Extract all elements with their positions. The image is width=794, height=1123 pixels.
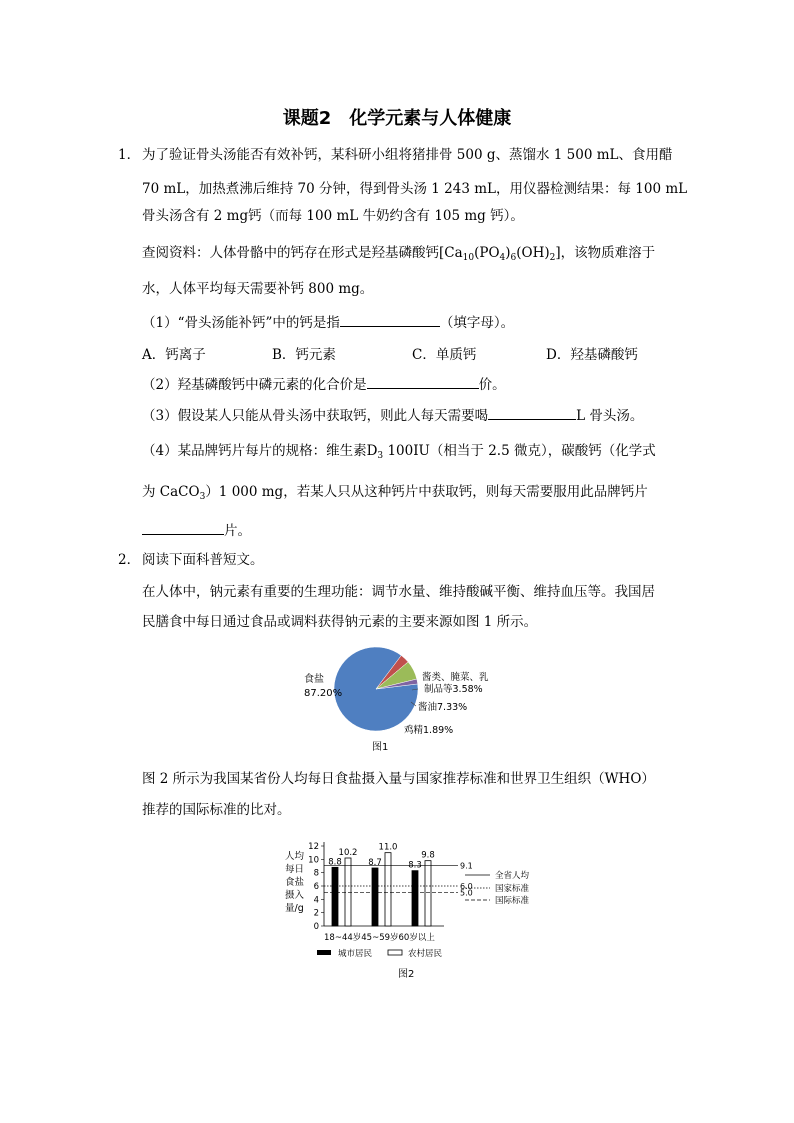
bar-y-label <box>285 850 305 914</box>
q2-number: 2． <box>118 552 141 568</box>
y-tick-label: 0 <box>313 922 319 932</box>
q1-number: 1． <box>118 147 141 163</box>
q1-line-4-a: 查阅资料：人体骨骼中的钙存在形式是羟基磷酸钙[Ca <box>142 245 463 261</box>
answer-blank-2[interactable] <box>367 374 479 389</box>
bar-rural-1 <box>385 853 391 926</box>
ylabel-3: 食盐 <box>285 877 305 888</box>
q1-sub-1 <box>142 312 514 332</box>
bar-legend-series <box>317 948 443 959</box>
bar-value-label: 11.0 <box>378 842 398 853</box>
sub-10: 10 <box>462 253 475 263</box>
bar-value-label: 8.8 <box>328 857 342 868</box>
q1-line-2: 70 mL，加热煮沸后维持 70 分钟，得到骨头汤 1 243 mL，用仪器检测结果：每 100 mL <box>142 181 688 197</box>
q1-sub-4-line-2 <box>142 483 648 506</box>
y-tick-label: 2 <box>313 908 319 919</box>
q1-sub-2 <box>142 374 506 394</box>
pie-label-salt-value: 87.20% <box>304 688 343 699</box>
q1-line-4-e: ]，该物质难溶于 <box>555 245 656 261</box>
pie-chart-figure <box>290 642 510 754</box>
y-tick-label: 12 <box>308 842 319 852</box>
q1-line-4-b: (PO <box>474 245 500 261</box>
sub-3b: 3 <box>199 492 206 502</box>
reference-value-2: 5.0 <box>460 888 473 898</box>
q1-line-1: 为了验证骨头汤能否有效补钙，某科研小组将猪排骨 500 g、蒸馏水 1 500 mL、食用醋 <box>142 147 673 163</box>
bar-rural-0 <box>345 858 351 926</box>
ylabel-1: 人均 <box>285 851 305 862</box>
legend-swatch-rural <box>388 950 402 955</box>
sub-3: 3 <box>377 451 384 461</box>
ylabel-2: 每日 <box>285 864 305 875</box>
answer-blank-3[interactable] <box>488 405 576 420</box>
q2-line-5: 推荐的国际标准的比对。 <box>142 802 291 818</box>
q1-sub-4-text: （4）某品牌钙片每片的规格：维生素D <box>142 443 378 459</box>
legend-national: 国家标准 <box>495 884 530 894</box>
y-tick-label: 4 <box>313 895 319 906</box>
q1-sub-4-cont: 100IU（相当于 2.5 微克），碳酸钙（化学式 <box>383 443 656 459</box>
q2-line-1: 阅读下面科普短文。 <box>142 552 264 568</box>
bar-rural-2 <box>425 861 431 926</box>
q1-sub-1-tail: （填字母）。 <box>439 315 515 331</box>
bar-value-label: 10.2 <box>338 848 358 858</box>
pie-slices <box>334 647 418 731</box>
ylabel-5: 量/g <box>285 903 304 914</box>
q1-sub-4-formula: 为 CaCO <box>142 484 200 500</box>
q1-sub-3-tail: L 骨头汤。 <box>576 408 644 424</box>
pie-caption: 图1 <box>372 742 389 753</box>
bar-legend-lines <box>465 870 530 906</box>
q1-sub-3 <box>142 405 643 425</box>
bar-chart-figure <box>280 832 550 982</box>
q1-sub-2-tail: 价。 <box>478 377 506 393</box>
option-c: C．单质钙 <box>412 347 477 363</box>
reference-value-1: 6.0 <box>460 882 473 891</box>
bar-value-label: 8.7 <box>368 858 382 868</box>
answer-blank-1[interactable] <box>340 312 440 327</box>
q1-line-5: 水，人体平均每天需要补钙 800 mg。 <box>142 281 374 297</box>
bar-x-categories: 18~44岁45~59岁60岁以上 <box>324 933 435 943</box>
q2-line-4: 图 2 所示为我国某省份人均每日食盐摄入量与国家推荐标准和世界卫生组织（WHO） <box>142 771 655 787</box>
answer-blank-4[interactable] <box>142 520 224 535</box>
bar-urban-1 <box>372 868 378 926</box>
reference-value-0: 9.1 <box>460 861 473 871</box>
y-tick-label: 8 <box>313 868 319 879</box>
q1-sub-3-text: （3）假设某人只能从骨头汤中获取钙，则此人每天需要喝 <box>142 408 489 424</box>
pie-label-other-2: 制品等3.58% <box>424 684 483 695</box>
q1-sub-2-text: （2）羟基磷酸钙中磷元素的化合价是 <box>142 377 367 393</box>
q1-line-4 <box>142 244 655 267</box>
bar-value-label: 9.8 <box>421 850 435 861</box>
q1-sub-1-text: （1）“骨头汤能补钙”中的钙是指 <box>142 315 340 331</box>
q1-line-4-d: (OH) <box>516 245 550 261</box>
q1-line-4-c: ) <box>505 245 511 261</box>
option-d: D．羟基磷酸钙 <box>546 347 638 363</box>
bar-ticks <box>308 842 324 932</box>
sub-4: 4 <box>499 253 506 263</box>
legend-international: 国际标准 <box>495 896 530 906</box>
option-b: B．钙元素 <box>272 347 336 363</box>
y-tick-label: 6 <box>313 882 319 892</box>
y-tick-label: 10 <box>308 855 319 866</box>
q1-sub-4-line-3 <box>142 520 251 540</box>
bar-urban-2 <box>412 871 418 926</box>
q1-sub-4-rest: ）1 000 mg，若某人只从这种钙片中获取钙，则每天需要服用此品牌钙片 <box>205 484 648 500</box>
page-title: 课题2 化学元素与人体健康 <box>282 108 512 129</box>
q1-sub-4 <box>142 442 656 465</box>
q1-sub-4-tail: 片。 <box>224 523 251 539</box>
q2-line-3: 民膳食中每日通过食品或调料获得钠元素的主要来源如图 1 所示。 <box>142 614 538 630</box>
legend-province: 全省人均 <box>495 871 530 881</box>
pie-label-other-1: 酱类、腌菜、乳 <box>422 672 489 683</box>
bar-value-label: 8.3 <box>408 860 422 871</box>
sub-6: 6 <box>510 253 517 263</box>
option-a: A．钙离子 <box>142 347 206 363</box>
q1-line-3: 骨头汤含有 2 mg钙（而每 100 mL 牛奶约含有 105 mg 钙）。 <box>142 208 524 224</box>
pie-label-soy: 酱油7.33% <box>418 702 468 713</box>
pie-label-salt: 食盐 <box>304 674 324 685</box>
q2-line-2: 在人体中，钠元素有重要的生理功能：调节水量、维持酸碱平衡、维持血压等。我国居 <box>142 584 655 600</box>
bar-marks <box>328 843 435 926</box>
legend-urban: 城市居民 <box>338 949 373 959</box>
legend-swatch-urban <box>317 950 331 955</box>
pie-label-msg: 鸡精1.89% <box>404 725 454 736</box>
bar-caption: 图2 <box>398 969 415 980</box>
sub-2: 2 <box>549 253 556 263</box>
ylabel-4: 摄入 <box>285 890 305 901</box>
bar-urban-0 <box>332 867 338 926</box>
legend-rural: 农村居民 <box>408 949 443 959</box>
